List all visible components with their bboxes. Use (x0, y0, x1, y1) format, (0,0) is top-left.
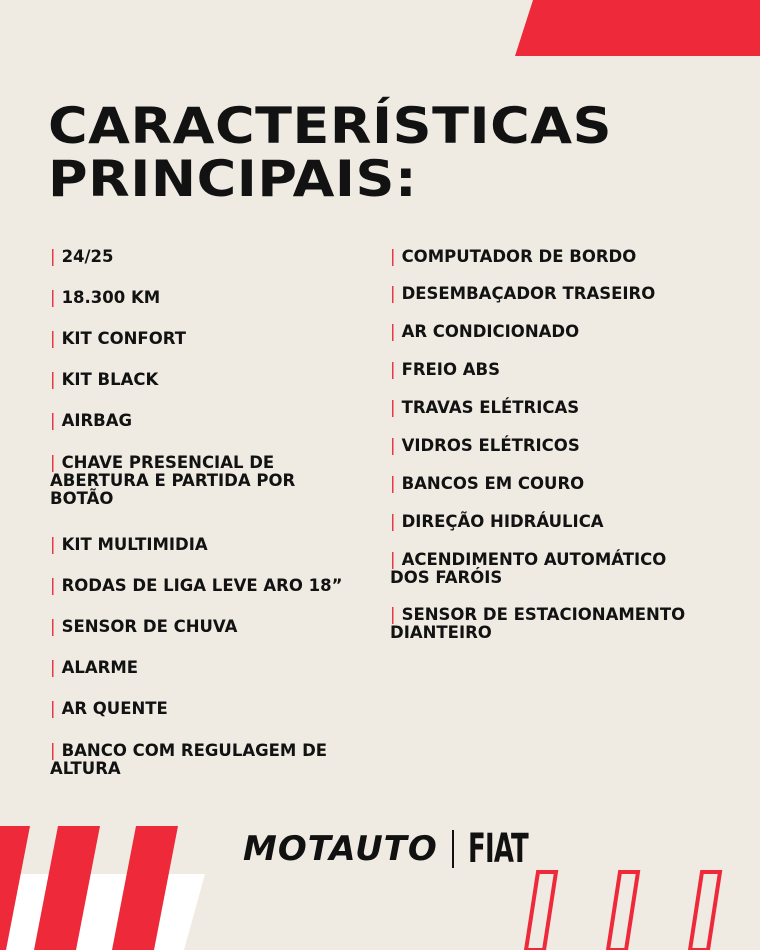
list-item: | ALARME (50, 658, 139, 677)
list-item: | AR CONDICIONADO (390, 322, 580, 341)
list-item: | 18.300 KM (50, 288, 161, 307)
fiat-logo: FIAT (467, 826, 528, 872)
page-title (48, 97, 613, 208)
list-item: | SENSOR DE CHUVA (50, 617, 238, 636)
list-item: | RODAS DE LIGA LEVE ARO 18” (50, 576, 343, 595)
list-item: | DIREÇÃO HIDRÁULICA (390, 512, 604, 531)
list-item: | CHAVE PRESENCIAL DE ABERTURA E PARTIDA POR BOTÃO (50, 453, 296, 508)
list-item: | SENSOR DE ESTACIONAMENTO DIANTEIRO (390, 605, 686, 642)
list-item: | KIT MULTIMIDIA (50, 535, 208, 554)
stripes-left-decoration (0, 826, 230, 950)
corner-accent-bar (515, 0, 760, 56)
list-item: | FREIO ABS (390, 360, 500, 379)
list-item: | AR QUENTE (50, 699, 168, 718)
list-item: | VIDROS ELÉTRICOS (390, 436, 580, 455)
list-item: | ACENDIMENTO AUTOMÁTICO DOS FARÓIS (390, 550, 667, 587)
list-item: | BANCO COM REGULAGEM DE ALTURA (50, 741, 328, 778)
brand-logos (243, 826, 551, 872)
list-item: | 24/25 (50, 247, 114, 266)
list-item: | KIT BLACK (50, 370, 159, 389)
list-item: | KIT CONFORT (50, 329, 186, 348)
list-item: | BANCOS EM COURO (390, 474, 585, 493)
list-item: | TRAVAS ELÉTRICAS (390, 398, 580, 417)
title-line-1: CARACTERÍSTICAS (48, 97, 613, 155)
outline-stripe (526, 872, 556, 950)
logo-divider (452, 830, 454, 868)
outline-stripe (608, 872, 638, 950)
list-item: | DESEMBAÇADOR TRASEIRO (390, 284, 656, 303)
title-line-2: PRINCIPAIS: (48, 150, 418, 208)
stripes-right-decoration (510, 870, 760, 950)
white-stripe-band (0, 874, 205, 950)
list-item: | AIRBAG (50, 411, 133, 430)
dealer-logo: MOTAUTO (243, 829, 438, 869)
outline-stripe (690, 872, 720, 950)
list-item: | COMPUTADOR DE BORDO (390, 247, 637, 266)
